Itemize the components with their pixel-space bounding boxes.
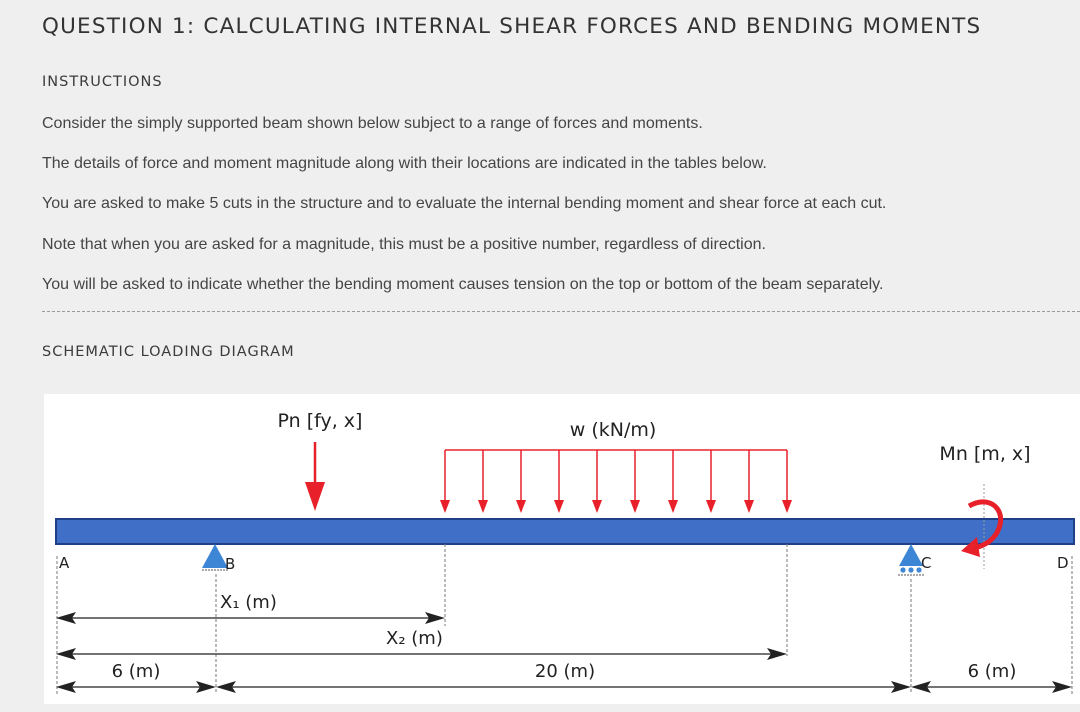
question-title: QUESTION 1: CALCULATING INTERNAL SHEAR FORCES AND BENDING MOMENTS [42,14,982,39]
point-label-b: B [225,555,236,573]
dimension-left-label: 6 (m) [111,661,161,682]
instruction-paragraph: You will be asked to indicate whether the bending moment causes tension on the top or bottom of the beam separately. [42,276,884,293]
dimension-right-label: 6 (m) [967,661,1017,682]
point-label-a: A [59,554,70,572]
point-label-d: D [1057,554,1069,572]
x2-dimension-line [56,648,787,660]
moment-label: Mn [m, x] [939,443,1031,465]
x1-dimension-line [56,612,445,624]
beam [56,519,1074,544]
loading-diagram [44,394,1080,704]
distributed-load-label: w (kN/m) [569,419,657,441]
beam-schematic-svg [44,394,1080,704]
instruction-paragraph: Note that when you are asked for a magnitude, this must be a positive number, regardless of direction. [42,236,766,253]
x2-label: X₂ (m) [386,628,443,649]
x1-label: X₁ (m) [220,592,277,613]
point-load-arrow [305,442,325,511]
instructions-heading: INSTRUCTIONS [42,74,163,90]
instruction-paragraph: You are asked to make 5 cuts in the structure and to evaluate the internal bending moment and shear force at each cut. [42,195,887,212]
instruction-paragraph: Consider the simply supported beam shown below subject to a range of forces and moments. [42,115,703,132]
distributed-load [440,450,792,513]
point-load-label: Pn [fy, x] [277,410,363,432]
dimension-middle-label: 20 (m) [534,661,596,682]
point-label-c: C [921,554,932,572]
instruction-paragraph: The details of force and moment magnitude along with their locations are indicated in the tables below. [42,155,767,172]
schematic-heading: SCHEMATIC LOADING DIAGRAM [42,344,295,360]
section-divider [42,311,1080,312]
bottom-dimension-lines [56,681,1072,693]
